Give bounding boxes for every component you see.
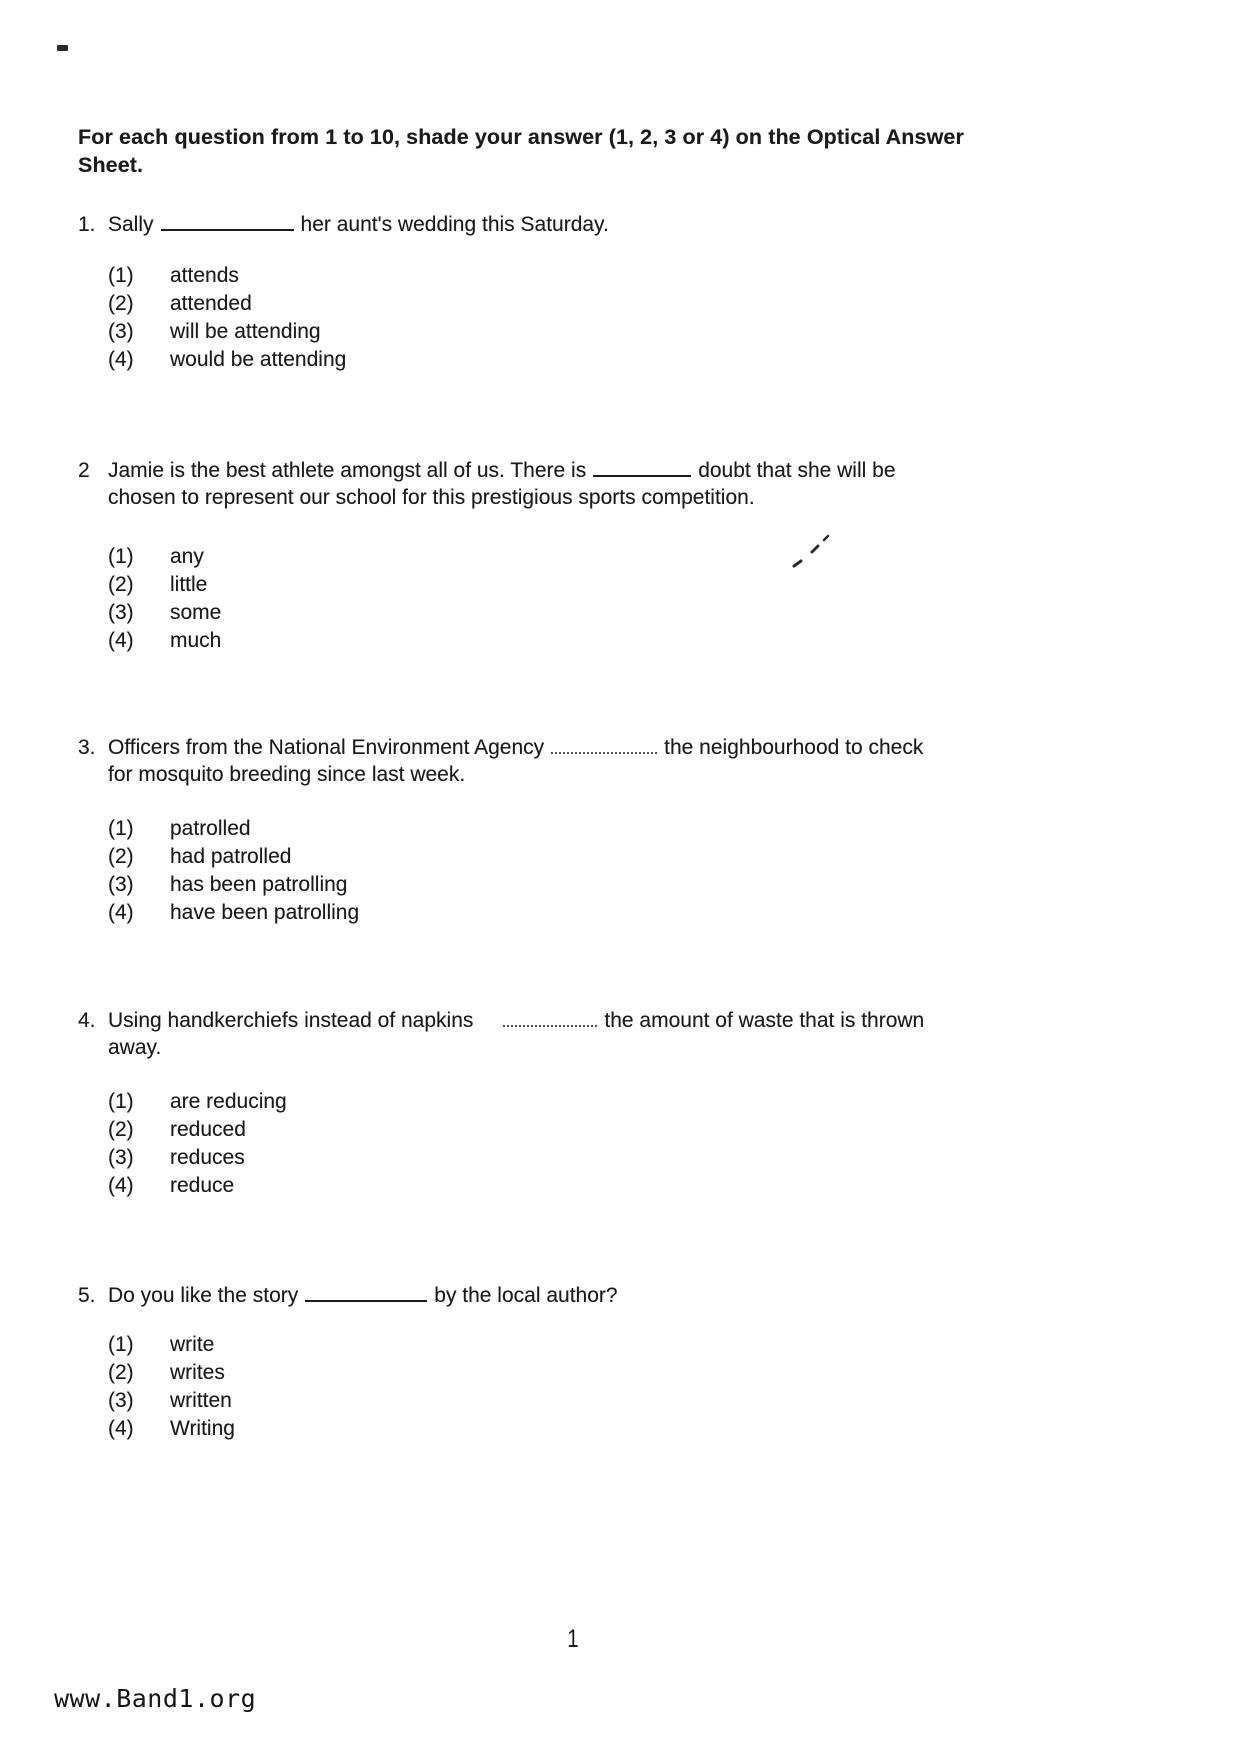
option-row <box>108 318 346 346</box>
option-number: (2) <box>108 1118 134 1141</box>
question-number: 2 <box>78 459 90 482</box>
option-label: write <box>170 1333 215 1356</box>
question-text-before: Sally <box>108 213 154 236</box>
question-text-before: Do you like the story <box>108 1284 299 1307</box>
option-label: had patrolled <box>170 845 292 868</box>
option-number: (2) <box>108 1361 134 1384</box>
question-2-options <box>108 543 221 655</box>
option-label: much <box>170 629 222 652</box>
option-row <box>108 843 359 871</box>
option-label: will be attending <box>170 320 321 343</box>
answer-blank <box>551 734 657 754</box>
question-5-options <box>108 1331 235 1443</box>
option-row <box>108 1359 235 1387</box>
option-row <box>108 627 221 655</box>
question-1 <box>78 211 1088 238</box>
option-row <box>108 871 359 899</box>
option-number: (1) <box>108 264 134 287</box>
option-label: some <box>170 601 222 624</box>
question-text <box>108 457 1088 511</box>
question-5 <box>78 1282 1088 1309</box>
option-number: (1) <box>108 1090 134 1113</box>
question-2 <box>78 457 1088 511</box>
question-number: 4. <box>78 1009 96 1032</box>
option-number: (3) <box>108 1146 134 1169</box>
question-text-after: the neighbourhood to check <box>664 736 924 759</box>
option-label: attends <box>170 264 239 287</box>
option-number: (4) <box>108 348 134 371</box>
option-number: (3) <box>108 1389 134 1412</box>
scan-artifact-dash <box>57 45 68 51</box>
option-number: (4) <box>108 629 134 652</box>
answer-blank <box>593 457 691 477</box>
question-1-options <box>108 262 346 374</box>
watermark-url: www.Band1.org <box>54 1684 257 1713</box>
option-row <box>108 1415 235 1443</box>
question-number: 5. <box>78 1284 96 1307</box>
option-row <box>108 815 359 843</box>
option-label: Writing <box>170 1417 235 1440</box>
option-row <box>108 290 346 318</box>
option-number: (2) <box>108 845 134 868</box>
question-text-line2: chosen to represent our school for this prestigious sports competition. <box>108 486 755 509</box>
question-text-line2: for mosquito breeding since last week. <box>108 763 466 786</box>
option-number: (3) <box>108 320 134 343</box>
question-text <box>108 734 1088 788</box>
question-text-before: Using handkerchiefs instead of napkins <box>108 1009 474 1032</box>
option-label: writes <box>170 1361 225 1384</box>
option-row <box>108 1144 287 1172</box>
option-number: (1) <box>108 1333 134 1356</box>
question-text <box>108 1007 1088 1061</box>
page-number: 1 <box>567 1625 579 1653</box>
option-label: attended <box>170 292 252 315</box>
option-row <box>108 262 346 290</box>
question-3 <box>78 734 1088 788</box>
option-row <box>108 1331 235 1359</box>
question-text <box>108 1282 1088 1309</box>
option-label: reduces <box>170 1146 245 1169</box>
question-text-after: doubt that she will be <box>698 459 896 482</box>
option-number: (2) <box>108 573 134 596</box>
option-number: (1) <box>108 817 134 840</box>
option-row <box>108 1088 287 1116</box>
option-row <box>108 543 221 571</box>
option-label: patrolled <box>170 817 251 840</box>
option-label: has been patrolling <box>170 873 348 896</box>
question-text-before: Officers from the National Environment Agency <box>108 736 545 759</box>
question-3-options <box>108 815 359 927</box>
option-label: would be attending <box>170 348 347 371</box>
question-text <box>108 211 1088 238</box>
question-number: 1. <box>78 213 96 236</box>
answer-blank <box>503 1007 597 1027</box>
option-number: (3) <box>108 601 134 624</box>
question-4 <box>78 1007 1088 1061</box>
option-row <box>108 571 221 599</box>
option-label: any <box>170 545 204 568</box>
question-4-options <box>108 1088 287 1200</box>
option-label: reduced <box>170 1118 246 1141</box>
option-row <box>108 899 359 927</box>
option-number: (1) <box>108 545 134 568</box>
option-label: written <box>170 1389 232 1412</box>
option-label: reduce <box>170 1174 235 1197</box>
option-number: (4) <box>108 901 134 924</box>
option-label: are reducing <box>170 1090 287 1113</box>
answer-blank <box>305 1282 427 1302</box>
question-text-before: Jamie is the best athlete amongst all of us. There is <box>108 459 587 482</box>
question-text-after: the amount of waste that is thrown <box>604 1009 925 1032</box>
option-row <box>108 1116 287 1144</box>
option-label: have been patrolling <box>170 901 360 924</box>
option-number: (3) <box>108 873 134 896</box>
option-number: (4) <box>108 1417 134 1440</box>
answer-blank <box>161 211 294 231</box>
option-number: (4) <box>108 1174 134 1197</box>
instruction-header: For each question from 1 to 10, shade your answer (1, 2, 3 or 4) on the Optical Answer Sheet. <box>78 124 964 177</box>
option-label: little <box>170 573 208 596</box>
question-number: 3. <box>78 736 96 759</box>
option-row <box>108 1172 287 1200</box>
option-row <box>108 599 221 627</box>
option-number: (2) <box>108 292 134 315</box>
pen-mark-artifact <box>786 530 848 574</box>
option-row <box>108 346 346 374</box>
question-text-after: by the local author? <box>434 1284 618 1307</box>
question-text-line2: away. <box>108 1036 162 1059</box>
option-row <box>108 1387 235 1415</box>
question-text-after: her aunt's wedding this Saturday. <box>300 213 609 236</box>
